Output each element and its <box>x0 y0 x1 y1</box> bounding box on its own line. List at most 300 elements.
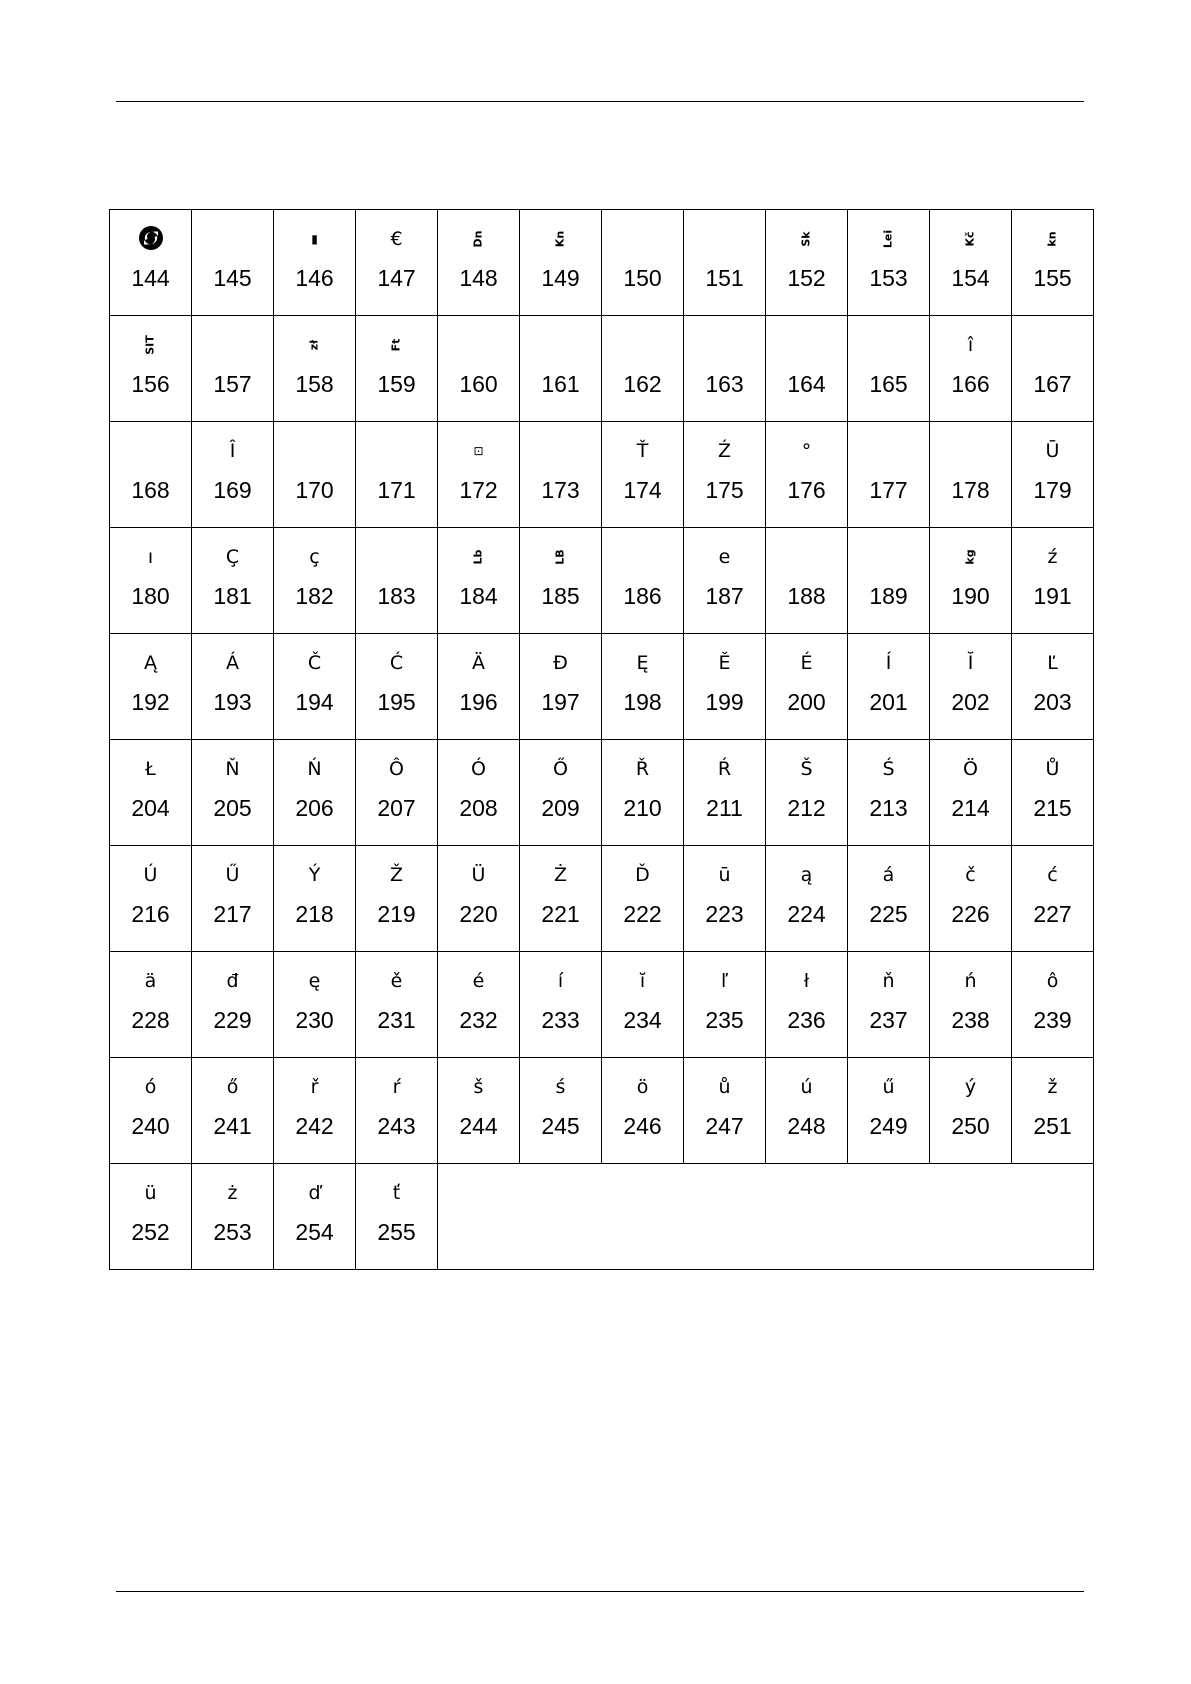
character-glyph: Sk <box>799 231 813 247</box>
character-glyph: ū <box>718 864 731 886</box>
character-code: 214 <box>951 795 990 821</box>
character-glyph: ú <box>800 1076 813 1098</box>
character-code: 228 <box>131 1007 170 1033</box>
empty-cell <box>438 1164 1094 1270</box>
character-glyph <box>766 332 847 358</box>
character-code: 163 <box>705 371 744 397</box>
table-cell <box>602 846 684 952</box>
character-glyph <box>274 438 355 464</box>
character-code: 208 <box>459 795 498 821</box>
character-glyph: Ū <box>1045 440 1060 462</box>
character-code: 189 <box>869 583 908 609</box>
table-cell <box>438 846 520 952</box>
recycle-icon <box>138 225 164 251</box>
character-code: 152 <box>787 265 826 291</box>
table-cell <box>1012 846 1094 952</box>
character-glyph: Š <box>800 758 813 780</box>
character-glyph: € <box>390 228 403 250</box>
character-glyph: č <box>965 864 976 886</box>
character-glyph <box>438 332 519 358</box>
table-cell <box>848 422 930 528</box>
character-code: 202 <box>951 689 990 715</box>
table-cell <box>274 528 356 634</box>
character-glyph: Lei <box>881 229 895 249</box>
table-cell <box>110 528 192 634</box>
table-cell <box>602 528 684 634</box>
table-cell <box>192 316 274 422</box>
character-code: 168 <box>131 477 170 503</box>
character-code: 245 <box>541 1113 580 1139</box>
table-cell <box>192 634 274 740</box>
character-glyph <box>356 438 437 464</box>
table-cell <box>1012 634 1094 740</box>
character-code: 172 <box>459 477 498 503</box>
table-cell <box>520 634 602 740</box>
character-code: 247 <box>705 1113 744 1139</box>
table-cell <box>274 210 356 316</box>
character-glyph: ź <box>1047 546 1058 568</box>
character-glyph: ő <box>226 1076 239 1098</box>
character-code: 179 <box>1033 477 1072 503</box>
table-cell <box>930 316 1012 422</box>
table-cell <box>766 740 848 846</box>
character-glyph: Í <box>885 652 892 674</box>
table-cell <box>356 1058 438 1164</box>
table-cell <box>110 740 192 846</box>
character-code: 176 <box>787 477 826 503</box>
character-glyph: ť <box>392 1182 401 1204</box>
character-glyph <box>848 332 929 358</box>
table-cell <box>848 210 930 316</box>
character-glyph: ° <box>801 440 812 462</box>
table-cell <box>356 210 438 316</box>
character-code: 199 <box>705 689 744 715</box>
table-cell <box>438 316 520 422</box>
character-glyph <box>192 332 273 358</box>
character-glyph: Ĭ <box>967 652 974 674</box>
character-glyph: Ç <box>225 546 240 568</box>
character-glyph: ô <box>1046 970 1059 992</box>
character-code: 157 <box>213 371 252 397</box>
character-code: 205 <box>213 795 252 821</box>
character-code: 154 <box>951 265 990 291</box>
character-code: 220 <box>459 901 498 927</box>
table-cell <box>848 740 930 846</box>
character-glyph: Ě <box>718 652 731 674</box>
table-cell <box>110 422 192 528</box>
character-glyph: ľ <box>720 970 729 992</box>
table-cell <box>602 1058 684 1164</box>
character-glyph: ł <box>803 970 810 992</box>
character-glyph: ď <box>308 1182 321 1204</box>
character-code: 242 <box>295 1113 334 1139</box>
header-rule <box>116 101 1084 102</box>
character-code: 192 <box>131 689 170 715</box>
table-cell <box>520 846 602 952</box>
table-cell <box>274 740 356 846</box>
character-code: 250 <box>951 1113 990 1139</box>
table-cell <box>274 846 356 952</box>
table-cell <box>930 952 1012 1058</box>
table-cell <box>1012 952 1094 1058</box>
character-code: 212 <box>787 795 826 821</box>
character-glyph <box>1012 332 1093 358</box>
table-cell <box>356 528 438 634</box>
table-cell <box>930 634 1012 740</box>
character-code: 219 <box>377 901 416 927</box>
character-glyph: á <box>882 864 895 886</box>
table-cell <box>848 952 930 1058</box>
table-cell <box>766 1058 848 1164</box>
table-cell <box>930 210 1012 316</box>
table-cell <box>766 422 848 528</box>
character-glyph: ı <box>147 546 154 568</box>
character-code: 193 <box>213 689 252 715</box>
table-cell <box>684 952 766 1058</box>
table-cell <box>684 528 766 634</box>
character-glyph: Ft <box>389 338 403 352</box>
character-glyph <box>602 544 683 570</box>
table-cell <box>274 1058 356 1164</box>
character-code: 211 <box>706 795 743 821</box>
character-glyph <box>684 332 765 358</box>
character-glyph: ü <box>144 1182 157 1204</box>
table-cell <box>684 210 766 316</box>
table-cell <box>356 952 438 1058</box>
footer-rule <box>116 1591 1084 1592</box>
character-code: 148 <box>459 265 498 291</box>
table-cell <box>110 1164 192 1270</box>
table-cell <box>684 634 766 740</box>
character-code: 188 <box>787 583 826 609</box>
character-glyph: Ž <box>389 864 404 886</box>
character-glyph: Ű <box>225 864 240 886</box>
character-glyph: đ <box>226 970 239 992</box>
character-code: 209 <box>541 795 580 821</box>
character-glyph: ě <box>390 970 403 992</box>
table-cell <box>356 846 438 952</box>
character-code: 252 <box>131 1219 170 1245</box>
character-code: 153 <box>869 265 908 291</box>
character-code: 251 <box>1033 1113 1072 1139</box>
character-code: 195 <box>377 689 416 715</box>
character-glyph: kg <box>963 549 977 565</box>
table-cell <box>192 422 274 528</box>
character-code: 255 <box>377 1219 416 1245</box>
table-cell <box>274 422 356 528</box>
character-code: 240 <box>131 1113 170 1139</box>
character-code: 169 <box>213 477 252 503</box>
character-code: 164 <box>787 371 826 397</box>
character-glyph: zł <box>307 339 321 351</box>
character-code: 216 <box>131 901 170 927</box>
table-cell <box>356 740 438 846</box>
character-glyph: ż <box>227 1182 238 1204</box>
character-glyph <box>356 544 437 570</box>
character-glyph: Ć <box>389 652 404 674</box>
table-cell <box>766 634 848 740</box>
table-cell <box>192 1164 274 1270</box>
table-cell <box>1012 740 1094 846</box>
table-cell <box>438 1058 520 1164</box>
character-glyph <box>192 226 273 252</box>
character-glyph: ű <box>882 1076 895 1098</box>
character-code-table <box>109 209 1094 1270</box>
character-code: 217 <box>213 901 252 927</box>
table-cell <box>356 1164 438 1270</box>
character-code: 237 <box>869 1007 908 1033</box>
character-code: 226 <box>951 901 990 927</box>
table-cell <box>274 1164 356 1270</box>
character-glyph: Ń <box>307 758 322 780</box>
character-code: 238 <box>951 1007 990 1033</box>
table-cell <box>520 316 602 422</box>
character-code: 227 <box>1033 901 1072 927</box>
character-code: 235 <box>705 1007 744 1033</box>
character-glyph: ř <box>310 1076 319 1098</box>
table-cell <box>274 316 356 422</box>
table-cell <box>110 634 192 740</box>
character-code: 184 <box>459 583 498 609</box>
table-cell <box>356 634 438 740</box>
table-cell <box>1012 1058 1094 1164</box>
character-code: 178 <box>951 477 990 503</box>
table-cell <box>684 316 766 422</box>
table-cell <box>848 634 930 740</box>
character-glyph: Ů <box>1045 758 1060 780</box>
table-cell <box>684 740 766 846</box>
character-glyph: Kč <box>963 231 977 247</box>
character-glyph: Î <box>229 440 236 462</box>
character-glyph: ó <box>144 1076 157 1098</box>
table-cell <box>684 846 766 952</box>
character-code: 243 <box>377 1113 416 1139</box>
character-code: 203 <box>1033 689 1072 715</box>
character-glyph: Dn <box>471 230 485 248</box>
table-cell <box>110 1058 192 1164</box>
character-code: 162 <box>623 371 662 397</box>
character-glyph: ç <box>309 546 320 568</box>
character-glyph: Ü <box>471 864 486 886</box>
table-cell <box>766 316 848 422</box>
character-glyph: î <box>967 334 974 356</box>
character-glyph: Ő <box>553 758 568 780</box>
character-code: 174 <box>623 477 662 503</box>
table-cell <box>684 422 766 528</box>
character-glyph: Ł <box>145 758 156 780</box>
character-glyph: ž <box>1047 1076 1058 1098</box>
table-cell <box>192 210 274 316</box>
character-code: 229 <box>213 1007 252 1033</box>
character-code: 233 <box>541 1007 580 1033</box>
table-cell <box>930 846 1012 952</box>
character-code: 160 <box>459 371 498 397</box>
character-code: 204 <box>131 795 170 821</box>
character-code: 191 <box>1033 583 1072 609</box>
character-code: 248 <box>787 1113 826 1139</box>
character-glyph: Ň <box>225 758 240 780</box>
table-cell <box>438 740 520 846</box>
character-glyph: e <box>718 546 731 568</box>
table-cell <box>602 740 684 846</box>
table-cell <box>602 316 684 422</box>
character-glyph <box>766 544 847 570</box>
character-glyph: é <box>472 970 485 992</box>
character-code: 206 <box>295 795 334 821</box>
character-code: 197 <box>541 689 580 715</box>
character-glyph <box>848 438 929 464</box>
character-code: 200 <box>787 689 826 715</box>
character-code: 254 <box>295 1219 334 1245</box>
table-cell <box>930 528 1012 634</box>
character-glyph: SIT <box>143 335 157 355</box>
table-cell <box>520 210 602 316</box>
character-glyph: Kn <box>553 230 567 248</box>
character-code: 181 <box>213 583 252 609</box>
table-cell <box>520 422 602 528</box>
table-cell <box>520 952 602 1058</box>
character-code: 187 <box>705 583 744 609</box>
character-glyph: Lb <box>471 549 485 565</box>
table-cell <box>848 316 930 422</box>
table-cell <box>602 422 684 528</box>
character-glyph: Á <box>226 652 239 674</box>
character-code: 149 <box>541 265 580 291</box>
character-code: 225 <box>869 901 908 927</box>
table-cell <box>602 210 684 316</box>
table-cell <box>602 634 684 740</box>
table-cell <box>520 528 602 634</box>
table-cell <box>848 1058 930 1164</box>
table-cell <box>356 422 438 528</box>
character-glyph: Ź <box>717 440 732 462</box>
character-glyph: ń <box>964 970 977 992</box>
table-cell <box>848 528 930 634</box>
character-code: 146 <box>295 265 334 291</box>
table-cell <box>1012 422 1094 528</box>
character-glyph: ĭ <box>639 970 646 992</box>
character-code: 166 <box>951 371 990 397</box>
character-code: 223 <box>705 901 744 927</box>
character-code: 196 <box>459 689 498 715</box>
character-glyph <box>684 226 765 252</box>
character-code: 224 <box>787 901 826 927</box>
character-code: 244 <box>459 1113 498 1139</box>
character-glyph: kn <box>1045 231 1059 247</box>
character-glyph <box>520 332 601 358</box>
character-glyph <box>602 332 683 358</box>
character-glyph: Ö <box>963 758 978 780</box>
table-cell <box>192 846 274 952</box>
character-code: 165 <box>869 371 908 397</box>
character-glyph: Ú <box>143 864 158 886</box>
character-glyph: ś <box>555 1076 566 1098</box>
character-glyph: ę <box>308 970 321 992</box>
table-cell <box>192 740 274 846</box>
character-code: 171 <box>377 477 416 503</box>
character-code: 201 <box>869 689 908 715</box>
character-glyph: ŕ <box>392 1076 401 1098</box>
table-cell <box>1012 528 1094 634</box>
character-glyph: Ą <box>144 652 157 674</box>
character-code: 182 <box>295 583 334 609</box>
character-code: 156 <box>131 371 170 397</box>
character-glyph: Ó <box>471 758 486 780</box>
character-code: 246 <box>623 1113 662 1139</box>
character-code: 177 <box>869 477 908 503</box>
character-glyph: Ż <box>553 864 568 886</box>
table-cell <box>438 952 520 1058</box>
character-code: 218 <box>295 901 334 927</box>
character-code: 213 <box>869 795 908 821</box>
character-code: 231 <box>377 1007 416 1033</box>
table-cell <box>520 1058 602 1164</box>
character-code: 186 <box>623 583 662 609</box>
character-code: 249 <box>869 1113 908 1139</box>
character-code: 167 <box>1033 371 1072 397</box>
table-cell <box>520 740 602 846</box>
table-cell <box>110 210 192 316</box>
table-cell <box>602 952 684 1058</box>
character-code: 150 <box>623 265 662 291</box>
table-cell <box>192 1058 274 1164</box>
character-code: 210 <box>623 795 662 821</box>
table-cell <box>848 846 930 952</box>
table-cell <box>766 210 848 316</box>
character-glyph: Ď <box>635 864 650 886</box>
table-cell <box>930 422 1012 528</box>
character-glyph <box>110 438 191 464</box>
character-code: 241 <box>213 1113 252 1139</box>
table-cell <box>438 210 520 316</box>
character-glyph: ö <box>636 1076 649 1098</box>
character-code: 170 <box>295 477 334 503</box>
character-glyph: ⊡ <box>473 444 484 458</box>
character-glyph: Ř <box>635 758 650 780</box>
character-glyph: Đ <box>553 652 568 674</box>
character-glyph <box>848 544 929 570</box>
character-code: 158 <box>295 371 334 397</box>
character-code: 161 <box>541 371 580 397</box>
character-glyph: ä <box>144 970 157 992</box>
character-glyph: š <box>473 1076 484 1098</box>
character-glyph: ň <box>882 970 895 992</box>
table-cell <box>274 634 356 740</box>
character-glyph: Ľ <box>1047 652 1058 674</box>
character-glyph <box>930 438 1011 464</box>
character-code: 221 <box>541 901 580 927</box>
character-glyph: LB <box>553 549 567 565</box>
character-code: 159 <box>377 371 416 397</box>
character-code: 198 <box>623 689 662 715</box>
character-code: 207 <box>377 795 416 821</box>
character-code: 173 <box>541 477 580 503</box>
character-glyph <box>602 226 683 252</box>
character-code: 145 <box>213 265 252 291</box>
character-glyph: Ś <box>882 758 895 780</box>
character-code: 190 <box>951 583 990 609</box>
table-cell <box>1012 316 1094 422</box>
table-cell <box>766 528 848 634</box>
character-code: 144 <box>131 265 170 291</box>
character-glyph: ý <box>964 1076 977 1098</box>
character-glyph: í <box>557 970 564 992</box>
character-glyph: Ŕ <box>717 758 732 780</box>
character-glyph: Ô <box>389 758 404 780</box>
character-code: 155 <box>1033 265 1072 291</box>
character-glyph: É <box>800 652 813 674</box>
character-glyph: ą <box>800 864 813 886</box>
